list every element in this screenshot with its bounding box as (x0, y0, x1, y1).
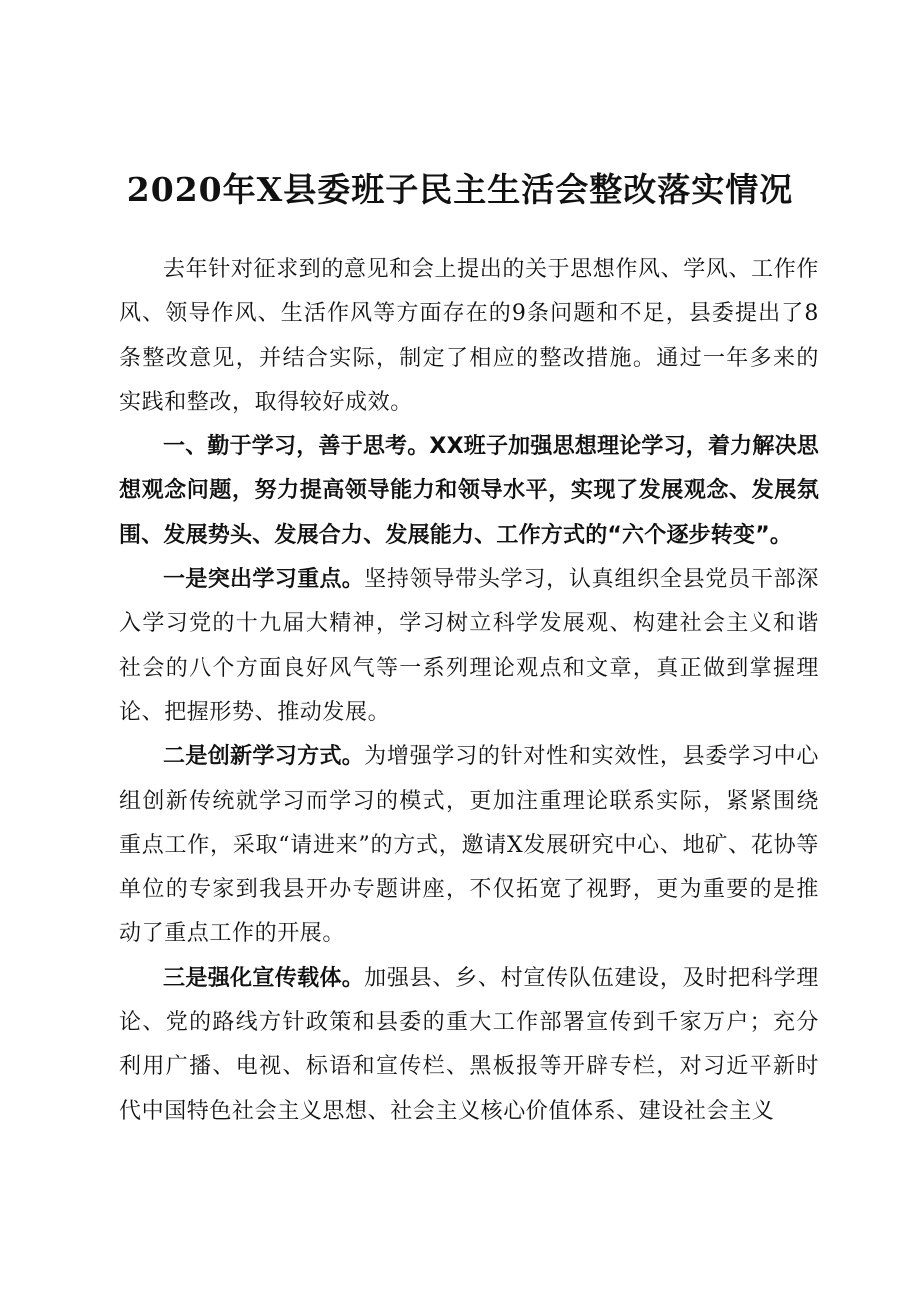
item-body-3: 加强县、乡、村宣传队伍建设，及时把科学理论、党的路线方针政策和县委的重大工作部署宣传到千家万户；充分利用广播、电视、标语和宣传栏、黑板报等开辟专栏，对习近平新时代中国特色社会主义思想、社会主义核心价值体系、建设社会主义 (119, 965, 819, 1124)
section-heading-1: 一、勤于学习，善于思考。XX班子加强思想理论学习，着力解决思想观念问题，努力提高领导能力和领导水平，实现了发展观念、发展氛围、发展势头、发展合力、发展能力、工作方式的“六个逐步转变”。 (119, 434, 819, 548)
document-title: 2020年X县委班子民主生活会整改落实情况 (126, 170, 794, 209)
item-body-1: 坚持领导带头学习，认真组织全县党员干部深入学习党的十九届大精神，学习树立科学发展观、构建社会主义和谐社会的八个方面良好风气等一系列理论观点和文章，真正做到掌握理论、把握形势、推动发展。 (119, 567, 819, 725)
item-paragraph-2 (119, 735, 819, 956)
item-lead-1: 一是突出学习重点。 (163, 567, 365, 593)
item-body-2: 为增强学习的针对性和实效性，县委学习中心组创新传统就学习而学习的模式，更加注重理论联系实际，紧紧围绕重点工作，采取“请进来”的方式，邀请X发展研究中心、地矿、花协等单位的专家到我县开办专题讲座，不仅拓宽了视野，更为重要的是推动了重点工作的开展。 (119, 744, 819, 947)
item-lead-3: 三是强化宣传载体。 (163, 965, 365, 991)
intro-paragraph: 去年针对征求到的意见和会上提出的关于思想作风、学风、工作作风、领导作风、生活作风等方面存在的9条问题和不足，县委提出了8条整改意见，并结合实际，制定了相应的整改措施。通过一年多来的实践和整改，取得较好成效。 (119, 257, 819, 415)
document-body (119, 248, 819, 1134)
item-lead-2: 二是创新学习方式。 (163, 744, 365, 770)
item-paragraph-3 (119, 957, 819, 1134)
item-paragraph-1 (119, 558, 819, 735)
